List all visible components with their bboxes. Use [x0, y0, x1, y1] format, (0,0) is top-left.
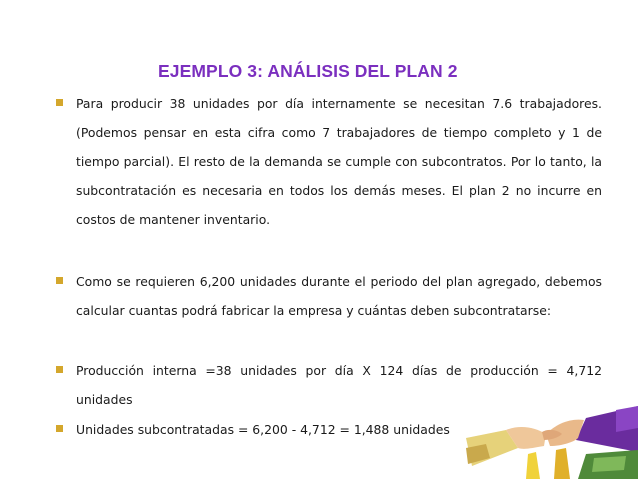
- square-bullet-icon: [56, 425, 63, 432]
- slide-title: EJEMPLO 3: ANÁLISIS DEL PLAN 2: [158, 61, 458, 81]
- handshake-illustration: [466, 388, 638, 479]
- square-bullet-icon: [56, 99, 63, 106]
- bullet-text-2: Como se requieren 6,200 unidades durante el periodo del plan agregado, debemos calcular cuantas podrá fabricar la empresa y cuántas deben subcontratarse:: [76, 274, 602, 318]
- bullet-text-3: Producción interna =38 unidades por día X 124 días de producción = 4,712 unidades: [76, 363, 602, 407]
- bullet-item-2: [76, 267, 602, 325]
- bullet-item-1: [76, 89, 602, 234]
- square-bullet-icon: [56, 366, 63, 373]
- bullet-text-4: Unidades subcontratadas = 6,200 - 4,712 = 1,488 unidades: [76, 422, 450, 437]
- bullet-text-1: Para producir 38 unidades por día internamente se necesitan 7.6 trabajadores. (Podemos pensar en esta cifra como 7 trabajadores de tiempo completo y 1 de tiempo parcial). El resto de la demanda se cumple con subcontratos. Por lo tanto, la subcontratación es necesaria en todos los demás meses. El plan 2 no incurre en costos de mantener inventario.: [76, 96, 602, 227]
- square-bullet-icon: [56, 277, 63, 284]
